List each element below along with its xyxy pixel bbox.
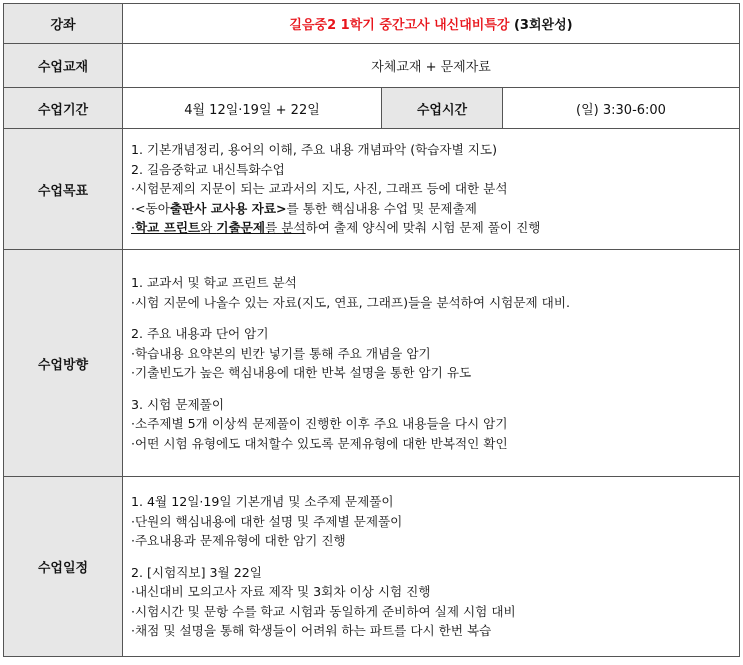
emphasis-publisher-material: 출판사 교사용 자료> (169, 200, 287, 216)
direction-line: 2. 주요 내용과 단어 암기 (131, 326, 269, 341)
goals-label: 수업목표 (4, 129, 123, 250)
goals-content (123, 129, 740, 250)
period-value: 4월 12일·19일 + 22일 (123, 88, 382, 129)
schedule-line: ·주요내용과 문제유형에 대한 암기 진행 (131, 533, 346, 549)
period-label: 수업기간 (4, 88, 123, 129)
direction-line: ·시험 지문에 나올수 있는 자료(지도, 연표, 그래프)들을 분석하여 시험문제 대비. (131, 294, 571, 310)
direction-label: 수업방향 (4, 250, 123, 477)
direction-line: ·어떤 시험 유형에도 대처할수 있도록 문제유형에 대한 반복적인 확인 (131, 435, 508, 451)
time-label: 수업시간 (382, 88, 503, 129)
row-course (4, 4, 740, 44)
schedule-line: 1. 4월 12일·19일 기본개념 및 소주제 문제풀이 (131, 494, 394, 510)
row-direction (4, 250, 740, 477)
course-info-table (3, 3, 740, 657)
row-goals (4, 129, 740, 250)
goals-line: 1. 기본개념정리, 용어의 이해, 주요 내용 개념파악 (학습자별 지도) (131, 142, 498, 158)
direction-line: 3. 시험 문제풀이 (131, 396, 225, 412)
schedule-line: ·내신대비 모의고사 자료 제작 및 3회차 이상 시험 진행 (131, 584, 431, 600)
textbook-value: 자체교재 + 문제자료 (123, 44, 740, 88)
schedule-line: ·단원의 핵심내용에 대한 설명 및 주제별 문제풀이 (131, 513, 403, 529)
course-title-main: 길음중2 1학기 중간고사 내신대비특강 (289, 18, 510, 33)
goals-line: ·학교 프린트와 기출문제를 분석하여 출제 양식에 맞춰 시험 문제 풀이 진행 (131, 220, 541, 236)
row-period (4, 88, 740, 129)
course-label: 강좌 (4, 4, 123, 44)
course-title (123, 4, 740, 44)
direction-line: ·학습내용 요약본의 빈칸 넣기를 통해 주요 개념을 암기 (131, 345, 431, 361)
goals-line: ·<동아출판사 교사용 자료>를 통한 핵심내용 수업 및 문제출제 (131, 200, 477, 216)
row-schedule (4, 477, 740, 657)
schedule-content (123, 477, 740, 657)
course-title-tail: (3회완성) (509, 18, 573, 33)
textbook-label: 수업교재 (4, 44, 123, 88)
direction-line: 1. 교과서 및 학교 프린트 분석 (131, 275, 297, 290)
time-value: (일) 3:30-6:00 (503, 88, 740, 129)
emphasis-past-exams: 기출문제 (216, 220, 266, 236)
schedule-line: ·시험시간 및 문항 수를 학교 시험과 동일하게 준비하여 실제 시험 대비 (131, 603, 516, 619)
schedule-line: ·채점 및 설명을 통해 학생들이 어려워 하는 파트를 다시 한번 복습 (131, 623, 492, 639)
goals-line: 2. 길음중학교 내신특화수업 (131, 161, 285, 177)
direction-line: ·기출빈도가 높은 핵심내용에 대한 반복 설명을 통한 암기 유도 (131, 365, 472, 380)
row-textbook (4, 44, 740, 88)
schedule-line: 2. [시험직보] 3월 22일 (131, 564, 262, 580)
direction-line: ·소주제별 5개 이상씩 문제풀이 진행한 이후 주요 내용들을 다시 암기 (131, 416, 508, 431)
goals-line: ·시험문제의 지문이 되는 교과서의 지도, 사진, 그래프 등에 대한 분석 (131, 181, 508, 197)
emphasis-school-print: 학교 프린트 (135, 220, 201, 236)
direction-content (123, 250, 740, 477)
schedule-label: 수업일정 (4, 477, 123, 657)
